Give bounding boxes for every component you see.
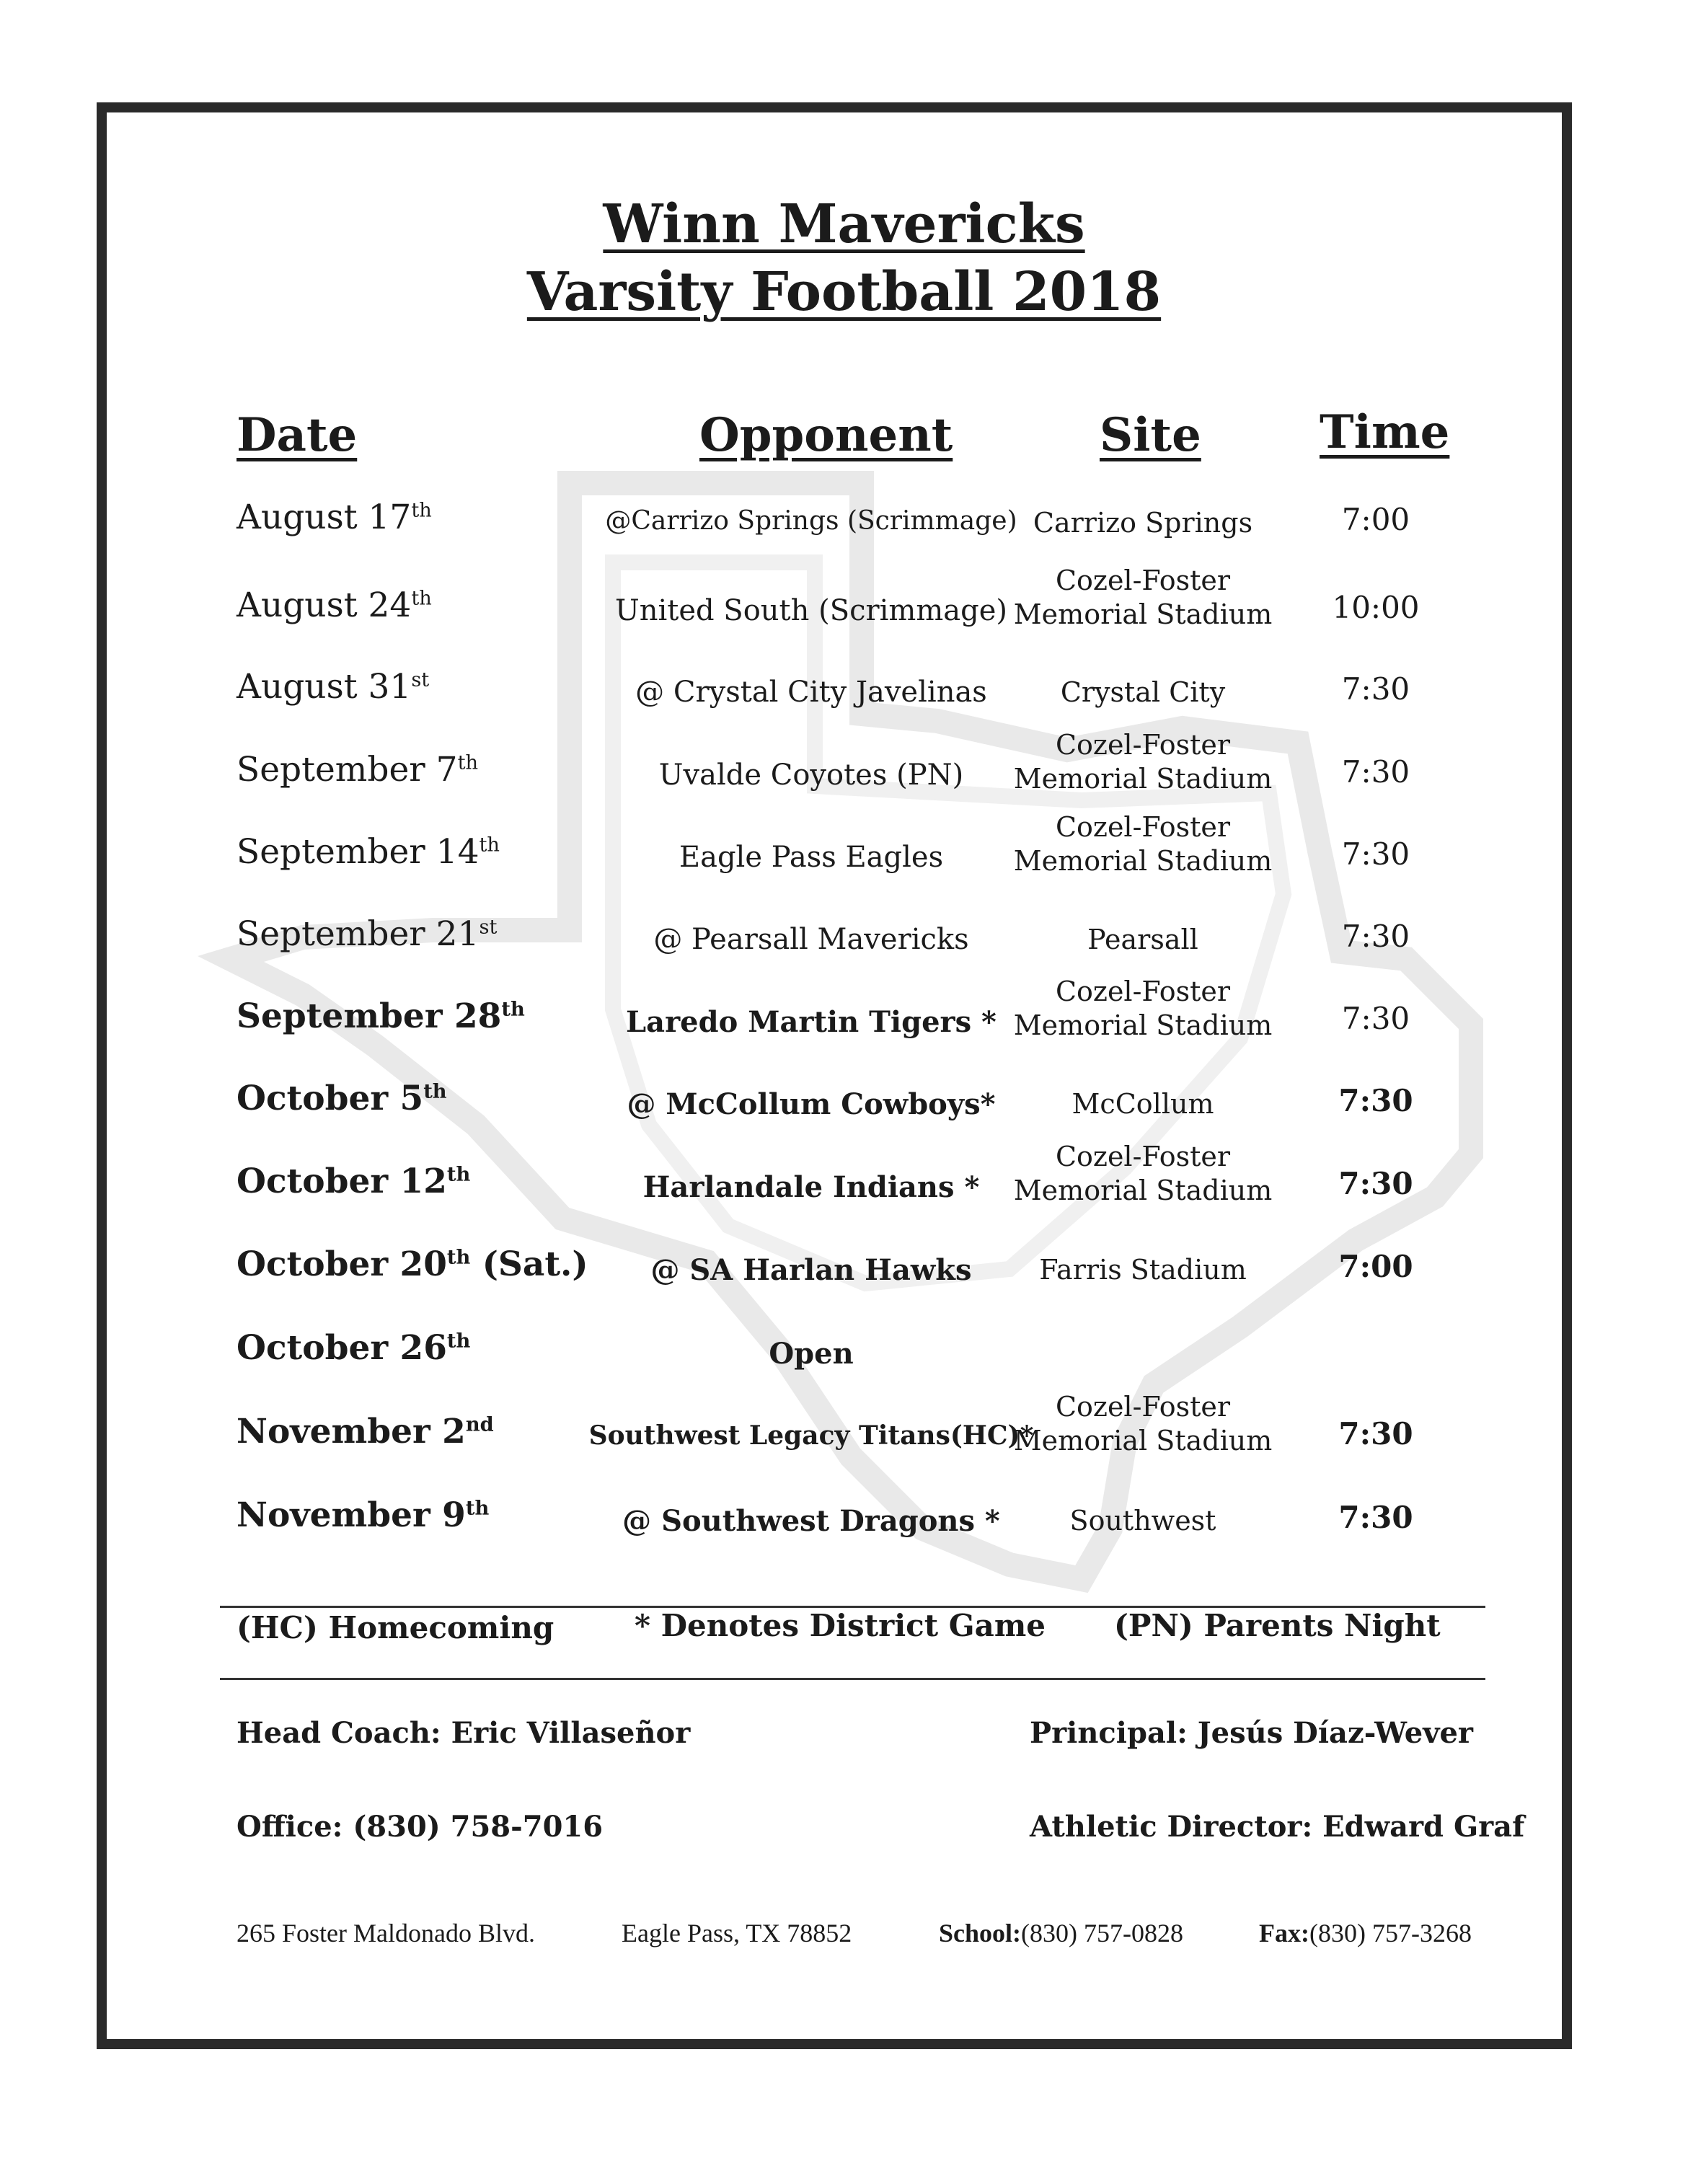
schedule-opponent: Open [769, 1337, 854, 1371]
schedule-site [1014, 1140, 1272, 1208]
date-text: September 14 [237, 832, 480, 872]
schedule-opponent: Harlandale Indians * [642, 1170, 980, 1204]
date-suffix: th [446, 1245, 471, 1269]
date-text: November 2 [237, 1412, 466, 1451]
page-border [97, 102, 1572, 2049]
date-suffix: st [411, 668, 430, 691]
date-text: September 7 [237, 750, 458, 790]
date-extra: (Sat.) [470, 1244, 588, 1284]
date-suffix: th [501, 997, 525, 1021]
schedule-time: 7:30 [1341, 919, 1410, 954]
site-line-1: Cozel-Foster [1055, 976, 1231, 1007]
footer-address: 265 Foster Maldonado Blvd. [237, 1919, 535, 1948]
legend-homecoming: (HC) Homecoming [237, 1610, 554, 1645]
schedule-site [1039, 1253, 1246, 1287]
site-line-1: Crystal City [1060, 676, 1226, 708]
athletic-director: Athletic Director: Edward Graf [1030, 1810, 1525, 1844]
schedule-site [1014, 564, 1272, 632]
schedule-date [237, 914, 497, 954]
schedule-opponent: United South (Scrimmage) [614, 594, 1008, 627]
schedule-opponent: Laredo Martin Tigers * [626, 1005, 997, 1039]
schedule-date [237, 1328, 470, 1368]
schedule-time: 7:00 [1338, 1249, 1413, 1284]
schedule-date [237, 1244, 588, 1284]
head-coach: Head Coach: Eric Villaseñor [237, 1716, 691, 1750]
schedule-date [237, 1079, 447, 1118]
schedule-date [237, 750, 478, 790]
schedule-site [1014, 1390, 1272, 1458]
site-line-1: Farris Stadium [1039, 1254, 1247, 1286]
divider-bottom [220, 1678, 1485, 1680]
schedule-site [1061, 676, 1225, 709]
office-phone: Office: (830) 758-7016 [237, 1810, 604, 1844]
date-text: November 9 [237, 1495, 466, 1535]
footer-school [939, 1918, 1183, 1948]
schedule-time: 7:30 [1341, 836, 1410, 872]
site-line-2: Memorial Stadium [1013, 1425, 1273, 1456]
date-suffix: th [411, 587, 432, 610]
header-date: Date [237, 408, 358, 462]
schedule-time: 7:00 [1341, 502, 1410, 537]
date-suffix: st [479, 916, 498, 939]
date-text: September 21 [237, 914, 480, 954]
schedule-time: 7:30 [1341, 754, 1410, 790]
footer-fax-label: Fax: [1259, 1919, 1309, 1948]
date-text: August 31 [237, 667, 412, 707]
date-text: October 5 [237, 1079, 424, 1118]
site-line-1: Cozel-Foster [1055, 1141, 1231, 1172]
schedule-site [1070, 1504, 1216, 1538]
site-line-2: Memorial Stadium [1013, 1009, 1273, 1041]
schedule-opponent: Uvalde Coyotes (PN) [658, 759, 964, 792]
schedule-time: 7:30 [1338, 1166, 1413, 1201]
site-line-1: Cozel-Foster [1055, 811, 1231, 843]
date-suffix: th [446, 1329, 471, 1353]
site-line-1: Cozel-Foster [1055, 565, 1231, 596]
date-suffix: th [479, 834, 500, 857]
schedule-site [1033, 506, 1252, 540]
date-suffix: th [446, 1162, 471, 1186]
schedule-time: 7:30 [1338, 1416, 1413, 1451]
site-line-2: Memorial Stadium [1013, 763, 1273, 795]
schedule-date [237, 667, 429, 707]
schedule-opponent: @ McCollum Cowboys* [627, 1087, 996, 1121]
footer-school-phone: (830) 757-0828 [1021, 1919, 1183, 1948]
schedule-date [237, 832, 500, 872]
schedule-time: 7:30 [1341, 1001, 1410, 1036]
date-suffix: th [465, 1496, 490, 1520]
schedule-opponent: @ SA Harlan Hawks [650, 1253, 972, 1287]
header-site: Site [1100, 408, 1201, 462]
schedule-date [237, 1412, 494, 1451]
date-text: October 12 [237, 1162, 447, 1201]
site-line-1: Cozel-Foster [1055, 1391, 1231, 1423]
title-line-1: Winn Mavericks [603, 193, 1085, 255]
schedule-opponent: @ Pearsall Mavericks [653, 923, 969, 956]
site-line-1: McCollum [1071, 1088, 1214, 1120]
site-line-1: Pearsall [1087, 924, 1198, 955]
schedule-opponent: Southwest Legacy Titans(HC)* [588, 1420, 1034, 1451]
schedule-time: 10:00 [1332, 590, 1420, 625]
schedule-time: 7:30 [1338, 1083, 1413, 1118]
schedule-site [1014, 728, 1272, 796]
site-line-1: Cozel-Foster [1055, 729, 1231, 761]
schedule-site [1014, 810, 1272, 878]
site-line-2: Memorial Stadium [1013, 845, 1273, 877]
schedule-date [237, 996, 525, 1036]
title-line-2: Varsity Football 2018 [526, 261, 1162, 323]
schedule-date [237, 1495, 489, 1535]
schedule-site [1014, 975, 1272, 1043]
site-line-2: Memorial Stadium [1013, 598, 1273, 630]
schedule-date [237, 1162, 470, 1201]
footer-city: Eagle Pass, TX 78852 [622, 1919, 852, 1948]
schedule-opponent: @ Southwest Dragons * [622, 1504, 1000, 1538]
schedule-opponent: @ Crystal City Javelinas [635, 676, 987, 709]
footer-fax-phone: (830) 757-3268 [1309, 1919, 1472, 1948]
date-text: August 24 [237, 585, 412, 625]
site-line-2: Memorial Stadium [1013, 1175, 1273, 1206]
date-text: September 28 [237, 996, 502, 1036]
footer-school-label: School: [939, 1919, 1022, 1948]
date-suffix: th [457, 751, 479, 774]
schedule-date [237, 585, 432, 625]
schedule-time: 7:30 [1341, 671, 1410, 707]
schedule-date [237, 498, 432, 537]
date-suffix: th [411, 499, 432, 522]
legend-parents-night: (PN) Parents Night [1114, 1608, 1441, 1643]
date-text: October 26 [237, 1328, 447, 1368]
date-text: August 17 [237, 498, 412, 537]
schedule-opponent: @Carrizo Springs (Scrimmage) [605, 506, 1017, 536]
date-text: October 20 [237, 1244, 447, 1284]
legend-district-game: * Denotes District Game [635, 1608, 1046, 1643]
site-line-1: Southwest [1069, 1505, 1216, 1537]
footer-fax [1259, 1918, 1472, 1948]
schedule-time: 7:30 [1338, 1500, 1413, 1535]
schedule-site [1072, 1087, 1214, 1121]
header-opponent: Opponent [699, 408, 953, 462]
date-suffix: nd [465, 1412, 494, 1436]
principal: Principal: Jesús Díaz-Wever [1030, 1716, 1473, 1750]
schedule-site [1087, 923, 1198, 957]
schedule-opponent: Eagle Pass Eagles [679, 841, 944, 874]
date-suffix: th [423, 1079, 447, 1103]
header-time: Time [1320, 405, 1450, 459]
site-line-1: Carrizo Springs [1033, 507, 1253, 539]
